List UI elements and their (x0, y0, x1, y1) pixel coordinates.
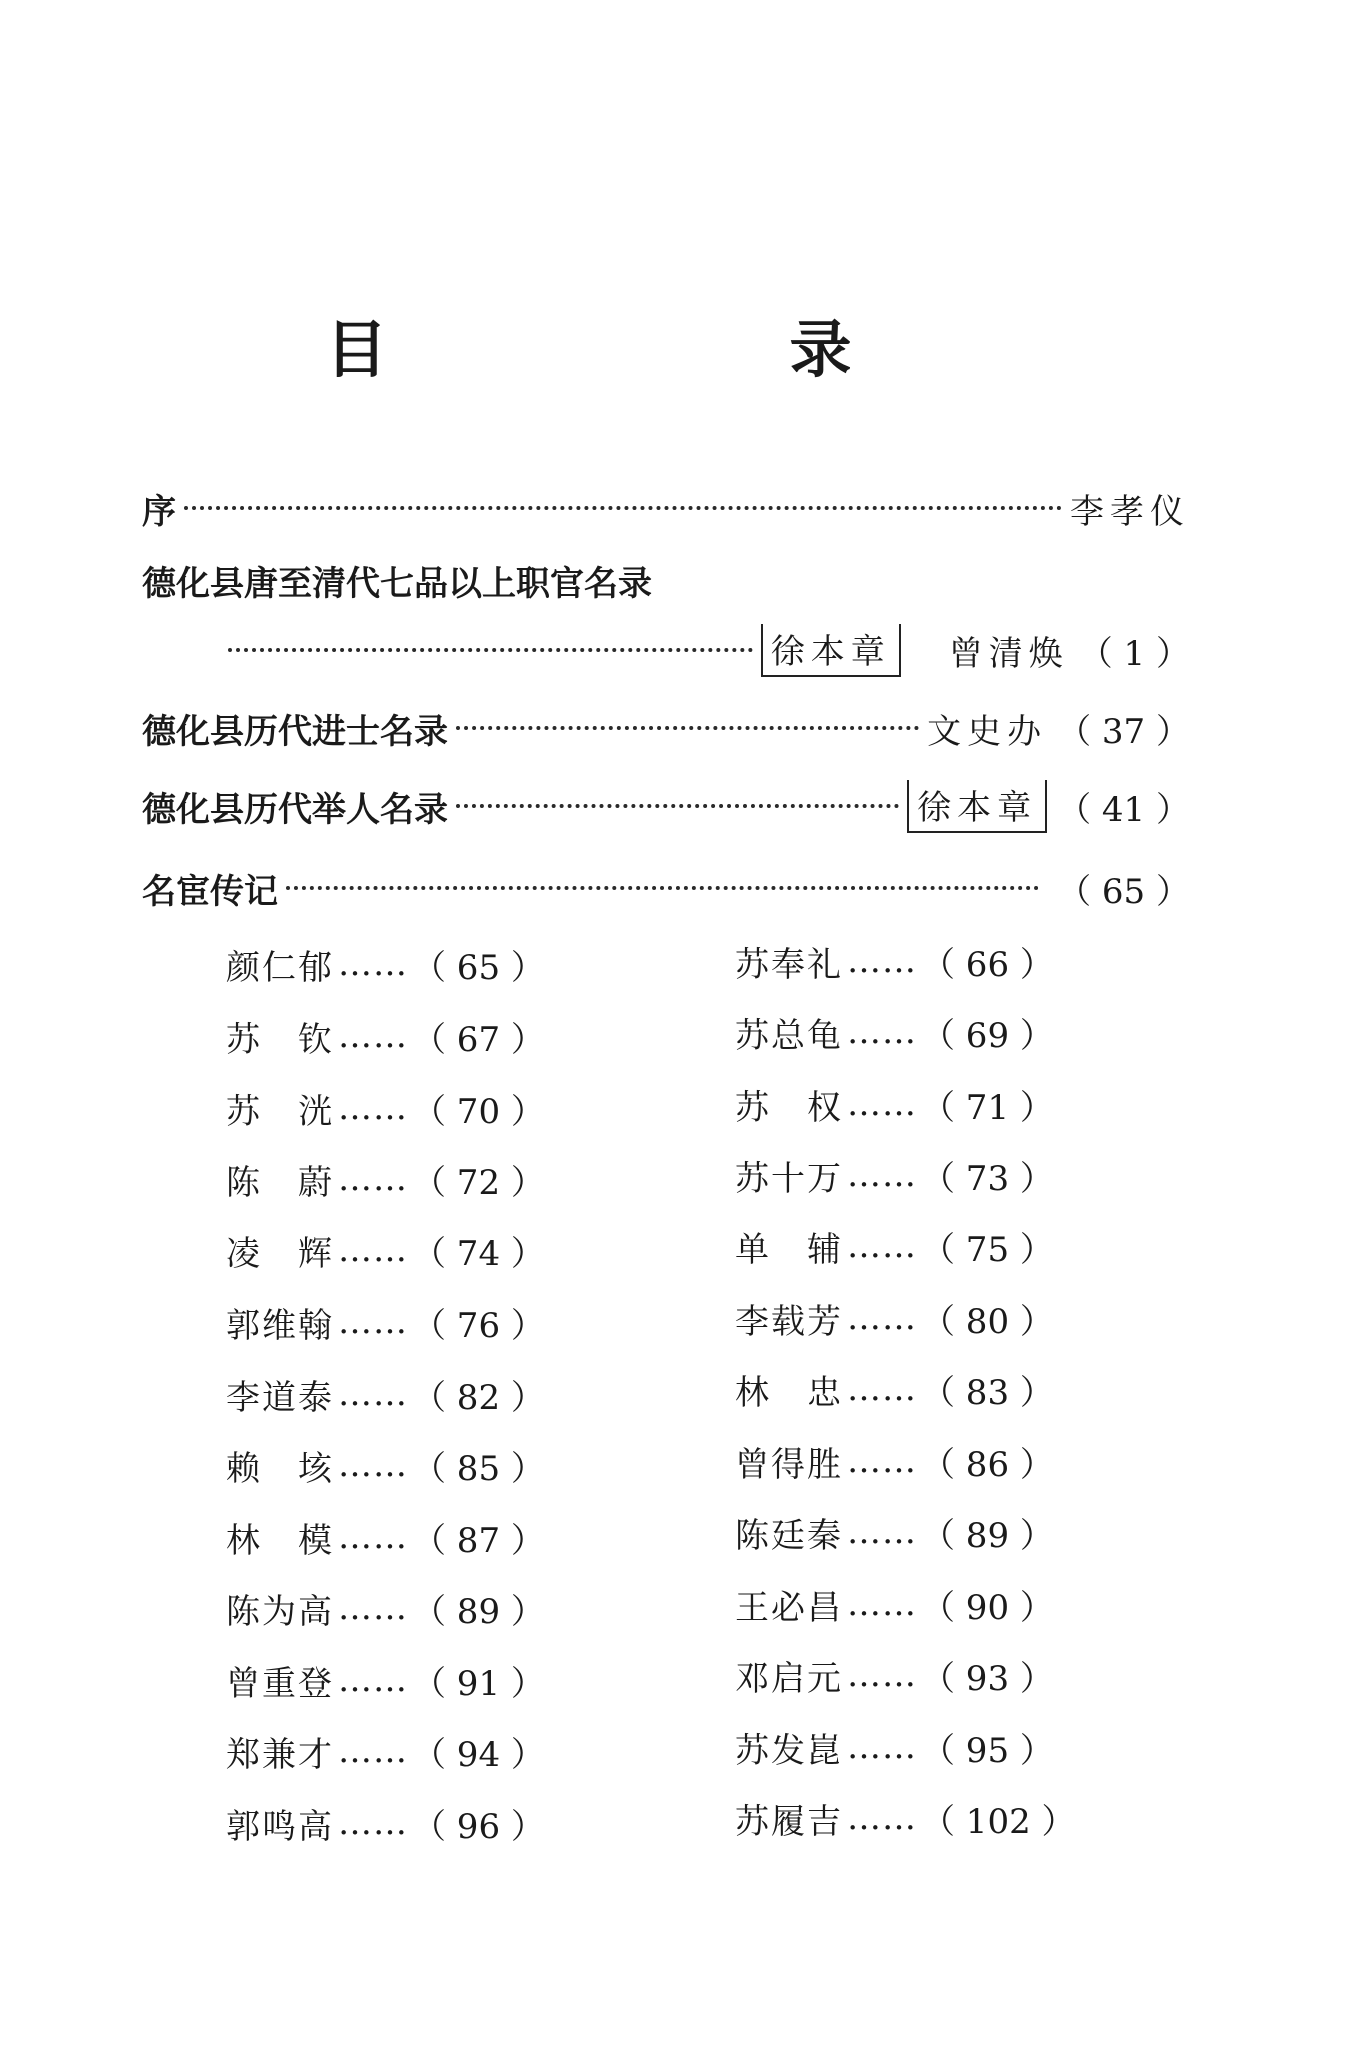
bio-dots: …… (847, 1155, 917, 1195)
bio-name: 邓启元 (735, 1658, 843, 1699)
bio-dots: …… (338, 1016, 408, 1056)
toc-author-boxed: 徐本章 (761, 624, 901, 677)
bio-page: （ 70 ） (412, 1091, 545, 1132)
bio-page: （ 102 ） (921, 1801, 1076, 1842)
bio-name: 苏 钦 (226, 1019, 334, 1060)
bio-name: 郑兼才 (226, 1734, 334, 1775)
toc-page: （ 65 ） (1057, 871, 1190, 912)
bio-name: 郭维翰 (226, 1305, 334, 1346)
bio-dots: …… (847, 1584, 917, 1624)
toc-heading: 名宦传记 (142, 871, 278, 912)
bio-dots: …… (847, 1798, 917, 1838)
bio-page: （ 82 ） (412, 1377, 545, 1418)
dot-leader (184, 506, 1062, 510)
bio-dots: …… (338, 1731, 408, 1771)
bio-page: （ 95 ） (921, 1730, 1054, 1771)
bio-page: （ 75 ） (921, 1229, 1054, 1270)
toc-page: （ 41 ） (1057, 789, 1190, 830)
bio-dots: …… (847, 1298, 917, 1338)
bio-name: 苏发崑 (735, 1730, 843, 1771)
toc-page: （ 1 ） (1078, 633, 1190, 674)
bio-page: （ 72 ） (412, 1162, 545, 1203)
bio-name: 李道泰 (226, 1377, 334, 1418)
bio-page: （ 89 ） (412, 1591, 545, 1632)
bio-dots: …… (338, 1803, 408, 1843)
bio-page: （ 87 ） (412, 1520, 545, 1561)
bio-dots: …… (338, 1660, 408, 1700)
bio-entry[interactable] (735, 935, 1054, 987)
dot-leader (228, 648, 753, 652)
toc-entry-biographies[interactable] (142, 862, 1190, 914)
toc-page: （ 37 ） (1057, 711, 1190, 752)
bio-dots: …… (847, 941, 917, 981)
toc-author: 李孝仪 (1070, 491, 1190, 532)
bio-dots: …… (847, 1655, 917, 1695)
bio-dots: …… (847, 1727, 917, 1767)
bio-entry[interactable] (226, 1010, 545, 1062)
bio-name: 颜仁郁 (226, 947, 334, 988)
bio-page: （ 96 ） (412, 1806, 545, 1847)
bio-name: 郭鸣高 (226, 1806, 334, 1847)
bio-page: （ 93 ） (921, 1658, 1054, 1699)
toc-author: 文史办 (927, 711, 1048, 752)
bio-dots: …… (847, 1441, 917, 1481)
bio-dots: …… (338, 1517, 408, 1557)
bio-dots: …… (847, 1084, 917, 1124)
bio-name: 李载芳 (735, 1301, 843, 1342)
bio-entry[interactable] (226, 1725, 545, 1777)
bio-entry[interactable] (735, 1149, 1054, 1201)
bio-dots: …… (338, 1302, 408, 1342)
bio-entry[interactable] (226, 1296, 545, 1348)
bio-entry[interactable] (226, 1582, 545, 1634)
bio-entry[interactable] (226, 1439, 545, 1491)
bio-page: （ 69 ） (921, 1015, 1054, 1056)
bio-entry[interactable] (735, 1006, 1054, 1058)
bio-entry[interactable] (735, 1578, 1054, 1630)
bio-name: 林 忠 (735, 1372, 843, 1413)
bio-name: 苏奉礼 (735, 944, 843, 985)
dot-leader (456, 804, 899, 808)
toc-entry-jinshi[interactable] (142, 702, 1190, 754)
bio-page: （ 89 ） (921, 1515, 1054, 1556)
toc-entry-officials[interactable] (228, 624, 1190, 676)
bio-entry[interactable] (735, 1506, 1054, 1558)
bio-entry[interactable] (735, 1649, 1054, 1701)
bio-dots: …… (338, 1588, 408, 1628)
bio-dots: …… (847, 1226, 917, 1266)
bio-dots: …… (338, 1088, 408, 1128)
bio-entry[interactable] (226, 1153, 545, 1205)
bio-page: （ 94 ） (412, 1734, 545, 1775)
dot-leader (456, 726, 919, 730)
bio-name: 苏十万 (735, 1158, 843, 1199)
toc-entry-juren[interactable] (142, 780, 1190, 832)
dot-leader (286, 886, 1039, 890)
bio-dots: …… (847, 1369, 917, 1409)
bio-page: （ 91 ） (412, 1663, 545, 1704)
bio-entry[interactable] (735, 1292, 1054, 1344)
bio-entry[interactable] (226, 938, 545, 990)
toc-heading-officials[interactable]: 德化县唐至清代七品以上职官名录 (142, 564, 652, 604)
bio-page: （ 65 ） (412, 947, 545, 988)
bio-name: 单 辅 (735, 1229, 843, 1270)
toc-heading: 序 (142, 491, 176, 532)
bio-name: 陈廷秦 (735, 1515, 843, 1556)
bio-dots: …… (847, 1512, 917, 1552)
bio-page: （ 80 ） (921, 1301, 1054, 1342)
bio-dots: …… (338, 1159, 408, 1199)
bio-name: 苏 权 (735, 1087, 843, 1128)
bio-entry[interactable] (735, 1078, 1054, 1130)
toc-entry-preface[interactable] (142, 482, 1190, 534)
bio-entry[interactable] (735, 1435, 1054, 1487)
page-title: 目 录 (325, 313, 1022, 386)
bio-name: 苏 洸 (226, 1091, 334, 1132)
bio-entry[interactable] (226, 1511, 545, 1563)
toc-heading: 德化县历代举人名录 (142, 789, 448, 830)
bio-dots: …… (338, 1445, 408, 1485)
bio-name: 林 模 (226, 1520, 334, 1561)
bio-page: （ 74 ） (412, 1233, 545, 1274)
bio-name: 曾得胜 (735, 1444, 843, 1485)
bio-entry[interactable] (226, 1224, 545, 1276)
bio-name: 陈 蔚 (226, 1162, 334, 1203)
bio-entry[interactable] (226, 1082, 545, 1134)
toc-author-boxed: 徐本章 (907, 780, 1047, 833)
bio-entry[interactable] (226, 1368, 545, 1420)
bio-name: 曾重登 (226, 1663, 334, 1704)
bio-name: 陈为高 (226, 1591, 334, 1632)
bio-page: （ 73 ） (921, 1158, 1054, 1199)
bio-page: （ 85 ） (412, 1448, 545, 1489)
bio-name: 苏履吉 (735, 1801, 843, 1842)
bio-page: （ 83 ） (921, 1372, 1054, 1413)
bio-name: 凌 辉 (226, 1233, 334, 1274)
bio-entry[interactable] (735, 1721, 1054, 1773)
bio-page: （ 90 ） (921, 1587, 1054, 1628)
bio-name: 苏总龟 (735, 1015, 843, 1056)
bio-page: （ 76 ） (412, 1305, 545, 1346)
bio-name: 王必昌 (735, 1587, 843, 1628)
bio-page: （ 67 ） (412, 1019, 545, 1060)
bio-entry[interactable] (226, 1797, 545, 1849)
bio-entry[interactable] (735, 1792, 1076, 1844)
bio-entry[interactable] (735, 1220, 1054, 1272)
bio-dots: …… (847, 1012, 917, 1052)
bio-name: 赖 垓 (226, 1448, 334, 1489)
bio-entry[interactable] (226, 1654, 545, 1706)
bio-dots: …… (338, 944, 408, 984)
bio-dots: …… (338, 1374, 408, 1414)
bio-page: （ 66 ） (921, 944, 1054, 985)
toc-author: 曾清焕 (948, 633, 1069, 674)
bio-page: （ 71 ） (921, 1087, 1054, 1128)
toc-heading: 德化县历代进士名录 (142, 711, 448, 752)
bio-dots: …… (338, 1230, 408, 1270)
bio-page: （ 86 ） (921, 1444, 1054, 1485)
bio-entry[interactable] (735, 1363, 1054, 1415)
